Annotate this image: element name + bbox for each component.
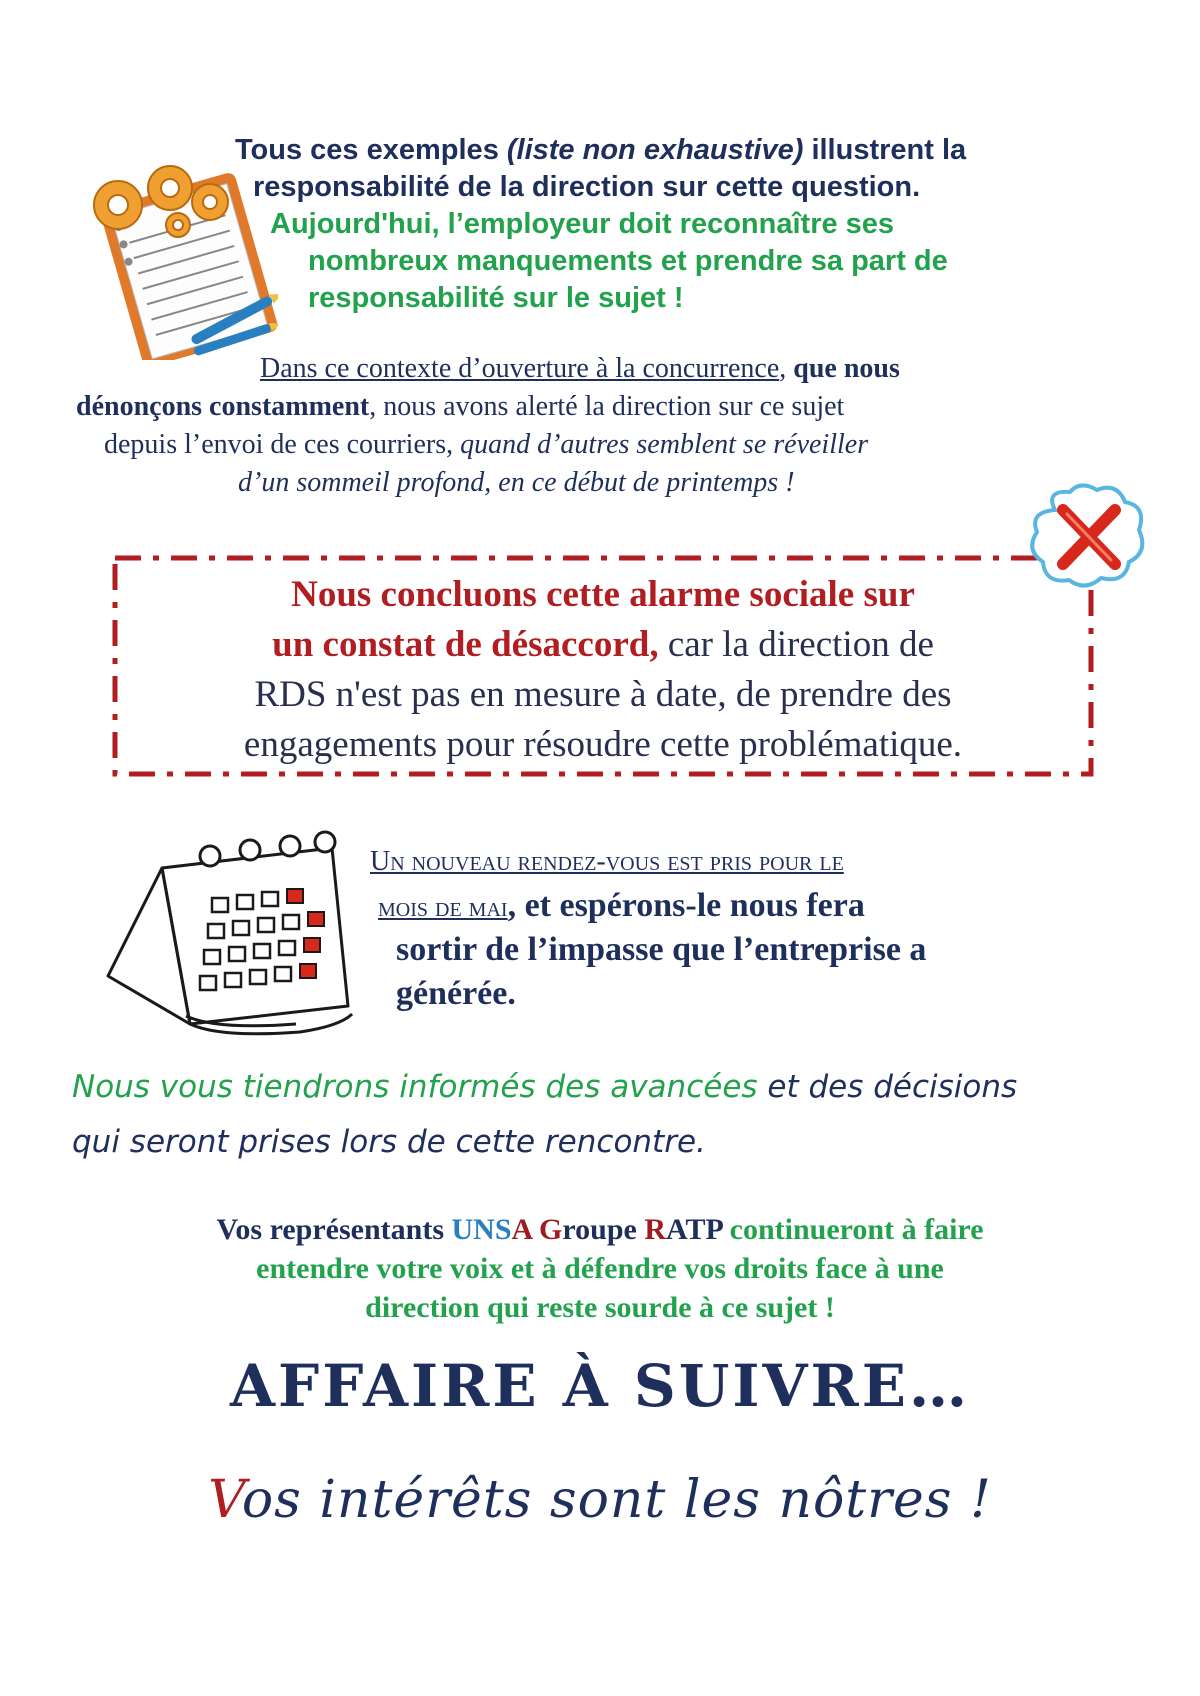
representatives-line-3: direction qui reste sourde à ce sujet ! (365, 1291, 835, 1324)
inform-green: Nous vous tiendrons informés des avancées (72, 1069, 758, 1105)
intro-aside: (liste non exhaustive) (506, 134, 804, 166)
meeting-line-2 (378, 884, 865, 930)
inform-navy: qui seront prises lors de cette rencontre. (72, 1124, 706, 1160)
inform-paragraph (72, 1060, 1172, 1170)
intro-line-4: nombreux manquements et prendre sa part de (308, 245, 948, 277)
conclusion-line-2 (128, 620, 1078, 670)
meeting-month: mois de mai (378, 892, 508, 923)
context-line-1 (260, 350, 900, 388)
context-text: , nous avons alerté la direction sur ce sujet (369, 391, 845, 422)
groupe-initial: G (539, 1213, 563, 1246)
meeting-bold: , et espérons-le nous fera (507, 887, 865, 924)
context-line-4: d’un sommeil profond, en ce début de printemps ! (238, 467, 795, 498)
representatives-green: continueront à faire (722, 1213, 984, 1246)
context-line-3 (104, 426, 868, 464)
intro-line-1 (235, 132, 966, 169)
meeting-line-3: sortir de l’impasse que l’entreprise a (396, 931, 927, 968)
inform-navy: et des décisions (757, 1069, 1018, 1105)
intro-line-2: responsabilité de la direction sur cette question. (253, 171, 921, 203)
representatives-paragraph (0, 1210, 1200, 1327)
ratp-rest: ATP (666, 1213, 723, 1246)
conclusion-paragraph (128, 570, 1078, 770)
representatives-line-1 (0, 1210, 1200, 1249)
context-line-2 (76, 388, 844, 426)
context-text: depuis l’envoi de ces courriers, (104, 429, 461, 460)
calendar-icon (100, 828, 370, 1038)
slogan (0, 1470, 1200, 1530)
context-bold: dénonçons constamment (76, 391, 370, 422)
intro-text: Tous ces exemples (235, 134, 507, 166)
conclusion-line-4: engagements pour résoudre cette problématique. (243, 724, 963, 765)
context-underlined: Dans ce contexte d’ouverture à la concurrence (260, 353, 780, 384)
context-comma: , (779, 353, 794, 384)
affaire-a-suivre-heading: AFFAIRE À SUIVRE… (230, 1352, 970, 1420)
context-italic: quand d’autres semblent se réveiller (460, 429, 869, 460)
conclusion-line-1 (128, 570, 1078, 620)
representatives-line-2: entendre votre voix et à défendre vos droits face à une (256, 1252, 944, 1285)
conclusion-line-3: RDS n'est pas en mesure à date, de prendre des (254, 674, 952, 715)
representatives-text: Vos représentants (216, 1213, 452, 1246)
unsa-label: UNS (451, 1213, 512, 1246)
groupe-rest: roupe (562, 1213, 645, 1246)
intro-text: illustrent la (803, 134, 967, 166)
intro-line-5: responsabilité sur le sujet ! (308, 282, 684, 314)
slogan-rest: os intérêts sont les nôtres ! (241, 1470, 992, 1530)
intro-line-3: Aujourd'hui, l’employeur doit reconnaître ses (270, 208, 895, 240)
ratp-initial: R (644, 1213, 667, 1246)
space (532, 1213, 540, 1246)
conclusion-bold: Nous concluons cette alarme sociale sur (291, 574, 915, 615)
conclusion-text: car la direction de (658, 624, 934, 665)
context-bold: que nous (793, 353, 900, 384)
meeting-line-1: Un nouveau rendez-vous est pris pour le (370, 846, 844, 877)
clipboard-gears-icon (78, 150, 278, 360)
meeting-line-4: générée. (396, 975, 516, 1012)
conclusion-bold: un constat de désaccord, (272, 624, 659, 665)
unsa-label-a: A (511, 1213, 532, 1246)
slogan-initial: V (208, 1470, 242, 1530)
